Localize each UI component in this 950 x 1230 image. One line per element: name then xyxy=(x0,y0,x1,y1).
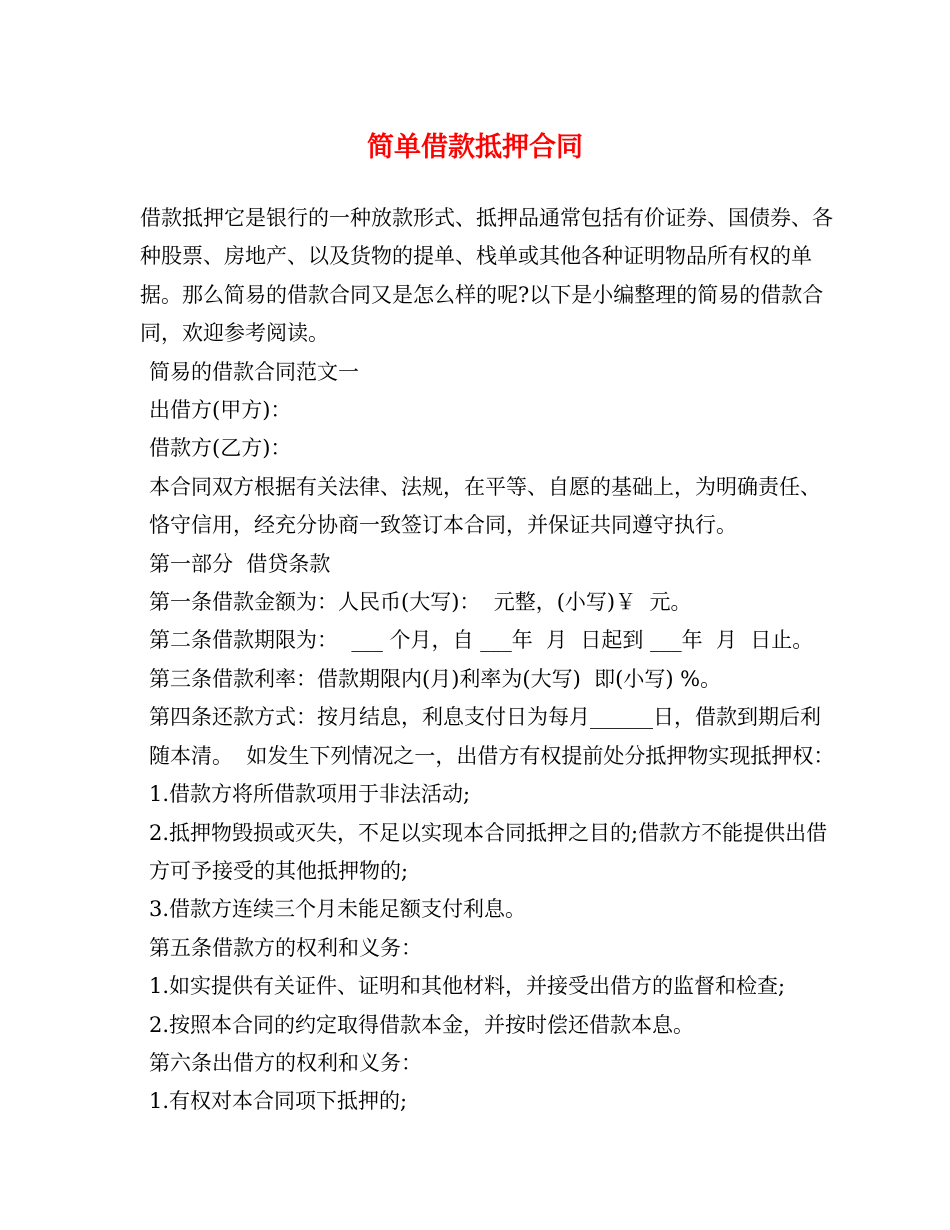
article-three-rate: 第三条借款利率：借款期限内(月)利率为(大写) 即(小写) %。 xyxy=(149,666,722,691)
list-item: 1.借款方将所借款项用于非法活动; xyxy=(149,782,471,807)
list-item: 2.抵押物毁损或灭失，不足以实现本合同抵押之目的;借款方不能提供出借方可予接受的其他抵押物的; xyxy=(149,820,828,883)
article-four-repayment: 第四条还款方式：按月结息，利息支付日为每月______日，借款到期后利随本清。 如发生下列情况之一，出借方有权提前处分抵押物实现抵押权： xyxy=(149,705,835,768)
lender-party-line: 出借方(甲方)： xyxy=(149,398,292,423)
paragraph-intro: 借款抵押它是银行的一种放款形式、抵押品通常包括有价证券、国债券、各种股票、房地产、以及货物的提单、栈单或其他各种证明物品所有权的单据。那么简易的借款合同又是怎么样的呢?以下是小编整理的简易的借款合同，欢迎参考阅读。 xyxy=(140,206,833,346)
article-two-term: 第二条借款期限为： ___ 个月，自 ___年 月 日起到 ___年 月 日止。 xyxy=(149,628,814,653)
document-body xyxy=(140,199,840,1121)
list-item: 1.如实提供有关证件、证明和其他材料，并接受出借方的监督和检查; xyxy=(149,974,786,999)
article-five-borrower-rights: 第五条借款方的权利和义务： xyxy=(149,935,422,960)
part-one-heading: 第一部分 借贷条款 xyxy=(149,551,331,576)
article-one-amount: 第一条借款金额为：人民币(大写)： 元整，(小写)￥ 元。 xyxy=(149,590,692,615)
list-item: 1.有权对本合同项下抵押的; xyxy=(149,1089,408,1114)
paragraph-preamble: 本合同双方根据有关法律、法规，在平等、自愿的基础上，为明确责任、恪守信用，经充分协商一致签订本合同，并保证共同遵守执行。 xyxy=(149,474,821,538)
document-title: 简单借款抵押合同 xyxy=(367,132,583,163)
list-item: 3.借款方连续三个月未能足额支付利息。 xyxy=(149,897,527,922)
borrower-party-line: 借款方(乙方)： xyxy=(149,436,292,461)
article-six-lender-rights: 第六条出借方的权利和义务： xyxy=(149,1050,422,1075)
list-item: 2.按照本合同的约定取得借款本金，并按时偿还借款本息。 xyxy=(149,1012,695,1037)
section-heading-sample-one: 简易的借款合同范文一 xyxy=(149,359,359,384)
